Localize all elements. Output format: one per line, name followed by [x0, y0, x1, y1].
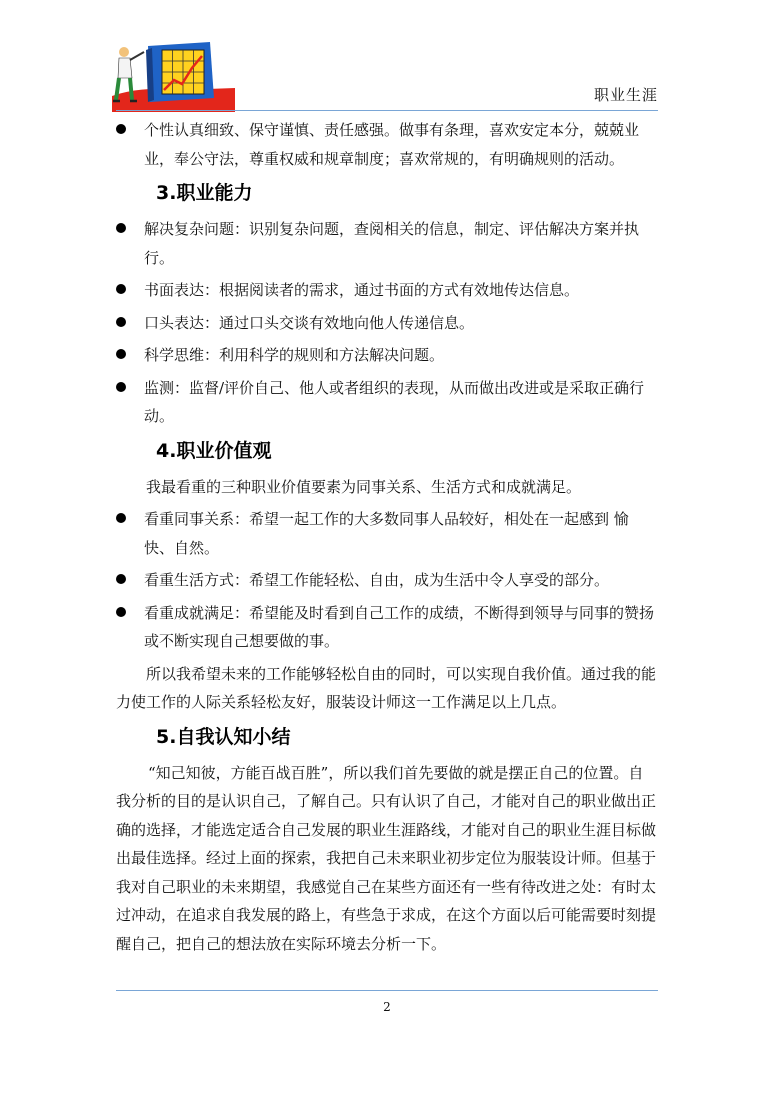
list-item: 书面表达：根据阅读者的需求，通过书面的方式有效地传达信息。: [116, 276, 658, 305]
header-title: 职业生涯: [593, 86, 658, 104]
list-item: 科学思维：利用科学的规则和方法解决问题。: [116, 341, 658, 370]
document-body: [116, 116, 658, 962]
bullet-icon: [116, 317, 126, 327]
list-item: 看重成就满足：希望能及时看到自己工作的成绩，不断得到领导与同事的赞扬或不断实现自己想要做的事。: [116, 599, 658, 656]
bullet-icon: [116, 223, 126, 233]
list-item: 看重生活方式：希望工作能轻松、自由，成为生活中令人享受的部分。: [116, 566, 658, 595]
bullet-icon: [116, 124, 126, 134]
bullet-icon: [116, 284, 126, 294]
section-heading: 4.职业价值观: [156, 439, 272, 462]
list-item: 解决复杂问题：识别复杂问题，查阅相关的信息，制定、评估解决方案并执行。: [116, 215, 658, 272]
footer-divider: [116, 990, 658, 991]
list-item: 监测：监督/评价自己、他人或者组织的表现，从而做出改进或是采取正确行动。: [116, 374, 658, 431]
list-item: 口头表达：通过口头交谈有效地向他人传递信息。: [116, 309, 658, 338]
list-item: 个性认真细致、保守谨慎、责任感强。做事有条理，喜欢安定本分，兢兢业业，奉公守法，尊重权威和规章制度；喜欢常规的，有明确规则的活动。: [116, 116, 658, 173]
list-item: 看重同事关系：希望一起工作的大多数同事人品较好，相处在一起感到 愉快、自然。: [116, 505, 658, 562]
bullet-icon: [116, 349, 126, 359]
section-heading: 5.自我认知小结: [156, 725, 291, 748]
section-conclusion: 所以我希望未来的工作能够轻松自由的同时，可以实现自我价值。通过我的能力使工作的人际关系轻松友好，服装设计师这一工作满足以上几点。: [116, 664, 657, 711]
bullet-icon: [116, 513, 126, 523]
summary-paragraph: “知己知彼，方能百战百胜”，所以我们首先要做的就是摆正自己的位置。自我分析的目的是认识自己，了解自己。只有认识了自己，才能对自己的职业做出正确的选择，才能选定适合自己发展的职业生涯路线，才能对自己的职业生涯目标做出最佳选择。经过上面的探索，我把自己未来职业初步定位为服装设计师。但基于我对自己职业的未来期望，我感觉自己在某些方面还有一些有待改进之处：有时太过冲动，在追求自我发展的路上，有些急于求成，在这个方面以后可能需要时刻提醒自己，把自己的想法放在实际环境去分析一下。: [116, 763, 657, 953]
section-intro: 我最看重的三种职业价值要素为同事关系、生活方式和成就满足。: [146, 477, 582, 496]
section-heading: 3.职业能力: [156, 182, 253, 204]
bullet-icon: [116, 382, 126, 392]
header-divider: [116, 110, 658, 111]
bullet-icon: [116, 607, 126, 617]
bullet-icon: [116, 574, 126, 584]
page-number: 2: [383, 1000, 391, 1014]
header-logo: [110, 38, 235, 114]
